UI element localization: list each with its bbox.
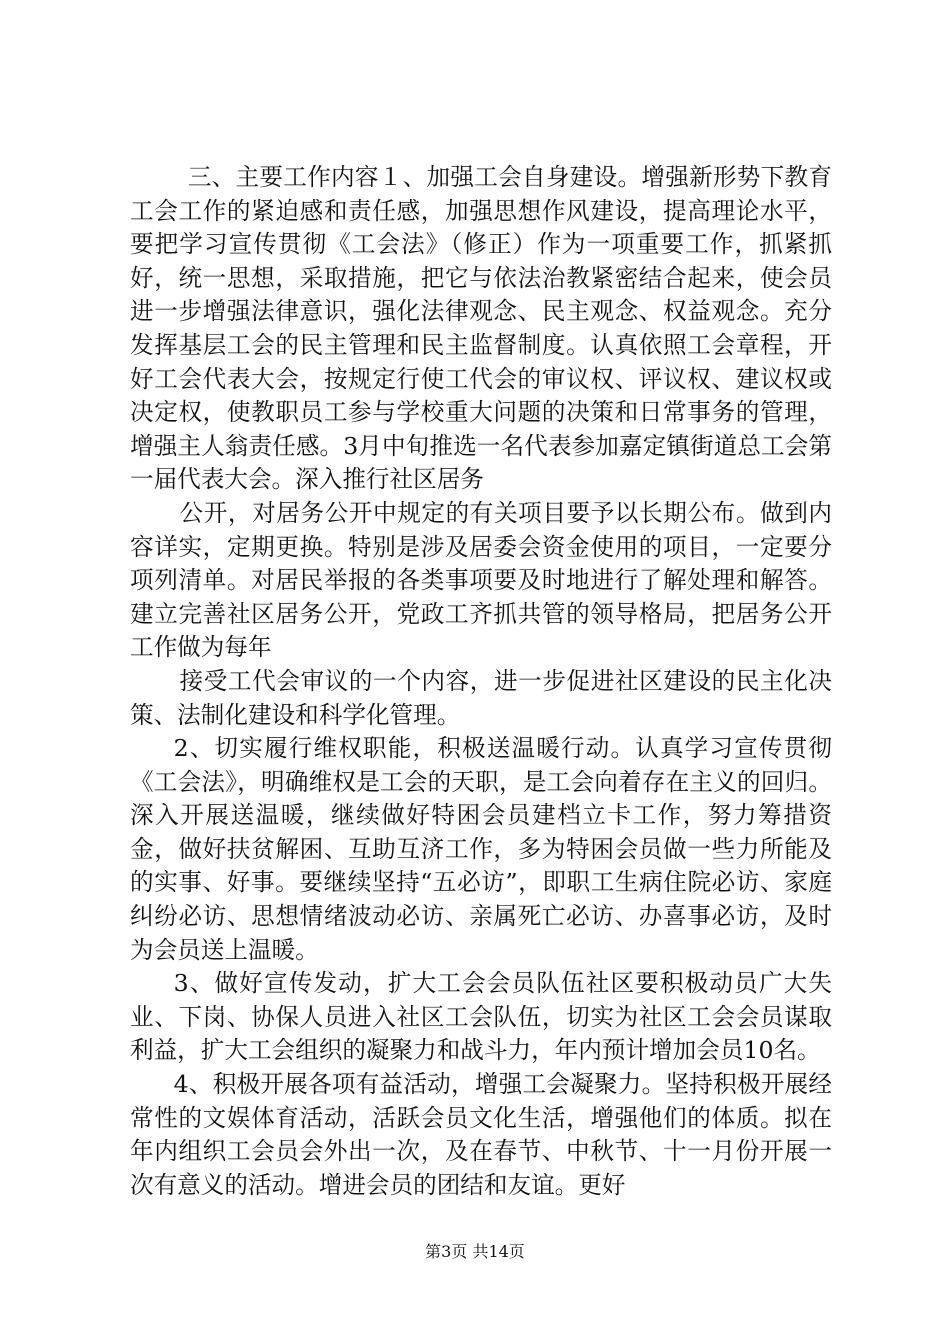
document-body (130, 161, 832, 1202)
paragraph-public-affairs: 公开，对居务公开中规定的有关项目要予以长期公布。做到内容详实，定期更换。特别是涉及居委会资金使用的项目，一定要分项列清单。对居民举报的各类事项要及时地进行了解处理和解答。建立完善社区居务公开，党政工齐抓共管的领导格局，把居务公开工作做为每年 (130, 498, 832, 662)
paragraph-rights-protection: 2、切实履行维权职能，积极送温暖行动。认真学习宣传贯彻《工会法》，明确维权是工会的天职，是工会向着存在主义的回归。深入开展送温暖，继续做好特困会员建档立卡工作，努力筹措资金，做好扶贫解困、互助互济工作，多为特困会员做一些力所能及的实事、好事。要继续坚持“五必访”，即职工生病住院必访、家庭纠纷必访、思想情绪波动必访、亲属死亡必访、办喜事必访，及时为会员送上温暖。 (130, 734, 832, 964)
paragraph-review: 接受工代会审议的一个内容，进一步促进社区建设的民主化决策、法制化建设和科学化管理。 (130, 666, 832, 729)
paragraph-publicity: 3、做好宣传发动，扩大工会会员队伍社区要积极动员广大失业、下岗、协保人员进入社区工会队伍，切实为社区工会会员谋取利益，扩大工会组织的凝聚力和战斗力，年内预计增加会员10名。 (130, 969, 832, 1065)
page-number-footer: 第3页 共14页 (425, 1242, 525, 1261)
paragraph-activities: 4、积极开展各项有益活动，增强工会凝聚力。坚持积极开展经常性的文娱体育活动，活跃会员文化生活，增强他们的体质。拟在年内组织工会员会外出一次，及在春节、中秋节、十一月份开展一次有意义的活动。增进会员的团结和友谊。更好 (130, 1070, 832, 1199)
paragraph-main-work-1: 三、主要工作内容１、加强工会自身建设。增强新形势下教育工会工作的紧迫感和责任感，加强思想作风建设，提高理论水平，要把学习宣传贯彻《工会法》（修正）作为一项重要工作，抓紧抓好，统一思想，采取措施，把它与依法治教紧密结合起来，使会员进一步增强法律意识，强化法律观念、民主观念、权益观念。充分发挥基层工会的民主管理和民主监督制度。认真依照工会章程，开好工会代表大会，按规定行使工代会的审议权、评议权、建议权或决定权，使教职员工参与学校重大问题的决策和日常事务的管理，增强主人翁责任感。3月中旬推选一名代表参加嘉定镇街道总工会第一届代表大会。深入推行社区居务 (130, 163, 832, 494)
